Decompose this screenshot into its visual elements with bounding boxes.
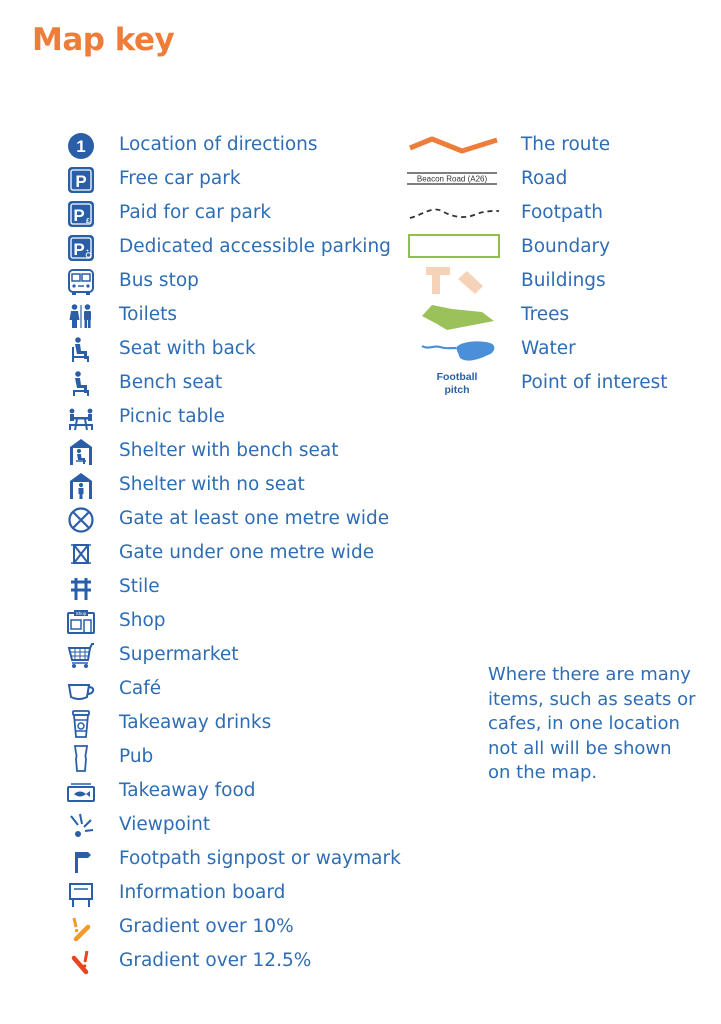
key-item-label: Gradient over 12.5%: [119, 950, 312, 971]
key-item-takeaway-food: [0, 775, 400, 809]
road-line-symbol: [402, 163, 506, 197]
key-item-label: Takeaway drinks: [119, 712, 272, 733]
stile-icon: [66, 573, 96, 603]
key-item-label: Boundary: [521, 236, 611, 257]
key-item-supermarket: [0, 639, 400, 673]
page-title: Map key: [32, 22, 175, 58]
key-item-label: Free car park: [119, 168, 241, 189]
key-item-label: Dedicated accessible parking: [119, 236, 391, 257]
buildings-symbol: [402, 265, 506, 299]
key-item-label: Paid for car park: [119, 202, 272, 223]
poi-sample-symbol: [402, 367, 506, 401]
key-item-takeaway-drinks: [0, 707, 400, 741]
poi-sample-line-1: Football: [436, 371, 478, 383]
boundary-box-symbol: [402, 231, 506, 265]
key-item-label: Supermarket: [119, 644, 239, 665]
key-item-stile: [0, 571, 400, 605]
key-item-label: Seat with back: [119, 338, 256, 359]
pub-glass-icon: [66, 743, 96, 773]
key-item-label: Viewpoint: [119, 814, 211, 835]
key-item-label: Bus stop: [119, 270, 199, 291]
key-item-poi: [0, 367, 721, 401]
key-item-narrow-gate: [0, 537, 400, 571]
key-item-label: Shelter with bench seat: [119, 440, 339, 461]
takeaway-food-icon: [66, 777, 96, 807]
paid-currency: £: [86, 218, 90, 225]
note-line: on the map.: [488, 762, 598, 783]
key-item-viewpoint: [0, 809, 400, 843]
wide-gate-icon: [66, 505, 96, 535]
gradient-10-icon: [66, 913, 96, 943]
parking-letter: P: [75, 172, 87, 191]
key-item-cafe: [0, 673, 400, 707]
takeaway-drinks-icon: [66, 709, 96, 739]
key-item-label: Gate under one metre wide: [119, 542, 375, 563]
key-item-gradient-12: [0, 945, 400, 979]
key-item-label: Toilets: [119, 304, 178, 325]
key-item-label: Footpath: [521, 202, 603, 223]
key-item-water: [0, 333, 721, 367]
signpost-icon: [66, 845, 96, 875]
key-item-label: Point of interest: [521, 372, 668, 393]
footpath-line-symbol: [402, 197, 506, 231]
key-item-label: Gate at least one metre wide: [119, 508, 390, 529]
information-board-icon: [66, 879, 96, 909]
location-number-text: 1: [76, 137, 86, 156]
parking-letter: P: [73, 240, 85, 259]
key-item-label: Takeaway food: [119, 780, 256, 801]
picnic-table-icon: [66, 403, 96, 433]
key-item-label: Shop: [119, 610, 166, 631]
cafe-cup-icon: [66, 675, 96, 705]
key-item-footpath: [0, 197, 721, 231]
key-item-label: Trees: [521, 304, 570, 325]
narrow-gate-icon: [66, 539, 96, 569]
key-item-road: [0, 163, 721, 197]
key-item-label: Picnic table: [119, 406, 225, 427]
key-item-wide-gate: [0, 503, 400, 537]
shop-sign-text: Shop: [75, 611, 87, 616]
key-item-gradient-10: [0, 911, 400, 945]
water-symbol: [402, 333, 506, 367]
key-item-label: Location of directions: [119, 134, 318, 155]
note-line: items, such as seats or: [488, 688, 696, 710]
note-line: not all will be shown: [488, 737, 672, 759]
key-item-label: Café: [119, 678, 162, 699]
key-item-boundary: [0, 231, 721, 265]
key-item-shelter-bench: [0, 435, 400, 469]
key-item-picnic-table: [0, 401, 400, 435]
key-item-shelter-no-seat: [0, 469, 400, 503]
trees-symbol: [402, 299, 506, 333]
key-item-label: Footpath signpost or waymark: [119, 848, 401, 869]
key-item-label: Water: [521, 338, 576, 359]
key-item-label: The route: [521, 134, 611, 155]
key-item-shop: [0, 605, 400, 639]
route-line-symbol: [402, 129, 506, 163]
viewpoint-icon: [66, 811, 96, 841]
shelter-no-seat-icon: [66, 471, 96, 501]
key-item-buildings: [0, 265, 721, 299]
parking-letter: P: [73, 206, 85, 225]
key-item-label: Stile: [119, 576, 160, 597]
road-sample-label: Beacon Road (A26): [416, 174, 488, 184]
map-note: [488, 663, 708, 786]
note-line: Where there are many: [488, 664, 691, 685]
key-item-label: Bench seat: [119, 372, 223, 393]
note-line: cafes, in one location: [488, 713, 680, 734]
key-item-label: Information board: [119, 882, 286, 903]
key-item-label: Shelter with no seat: [119, 474, 305, 495]
key-item-trees: [0, 299, 721, 333]
key-item-label: Pub: [119, 746, 154, 767]
poi-sample-line-2: pitch: [444, 384, 470, 396]
key-item-label: Road: [521, 168, 568, 189]
supermarket-trolley-icon: [66, 641, 96, 671]
key-item-route: [0, 129, 721, 163]
key-item-information-board: [0, 877, 400, 911]
key-item-label: Buildings: [521, 270, 606, 291]
key-item-label: Gradient over 10%: [119, 916, 294, 937]
key-item-signpost: [0, 843, 400, 877]
gradient-12-icon: [66, 947, 96, 977]
shelter-bench-icon: [66, 437, 96, 467]
shop-icon: [66, 607, 96, 637]
key-item-pub: [0, 741, 400, 775]
